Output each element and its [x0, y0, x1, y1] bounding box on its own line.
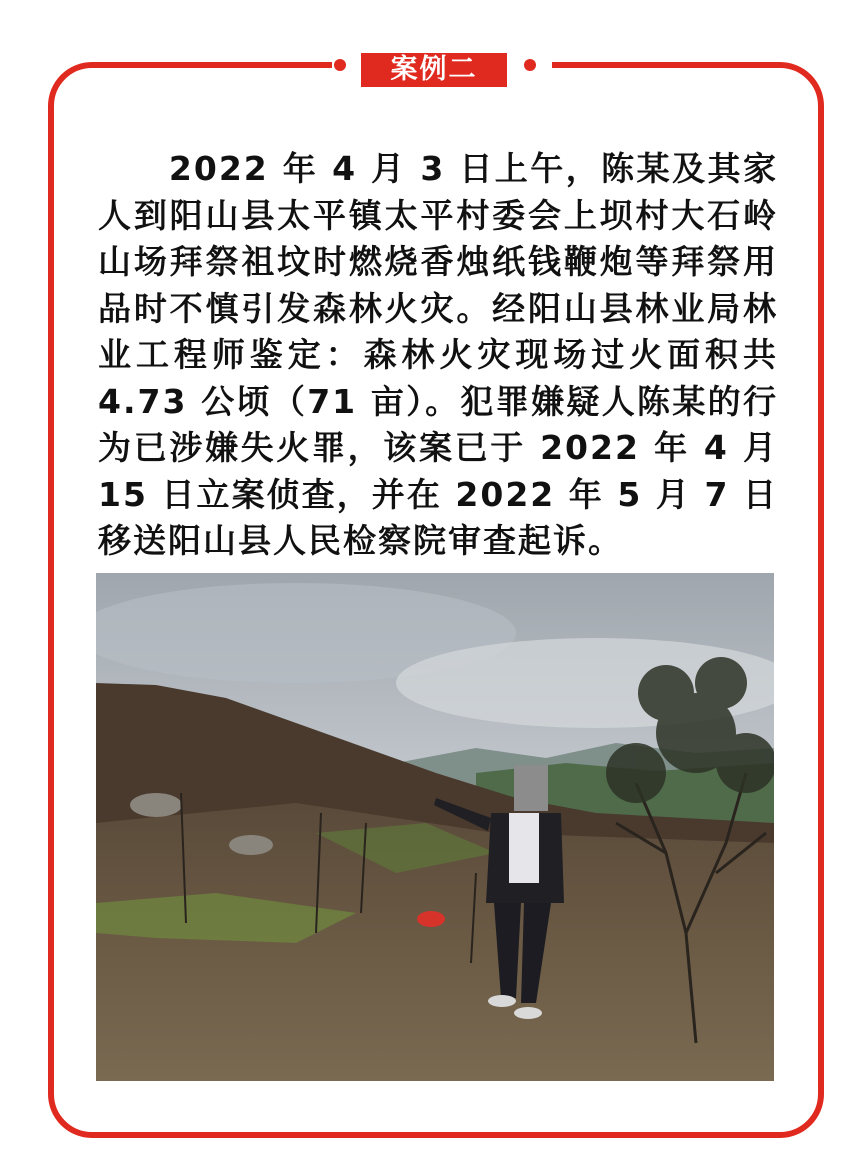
case-description: 2022 年 4 月 3 日上午，陈某及其家人到阳山县太平镇太平村委会上坝村大石岭山场拜祭祖坟时燃烧香烛纸钱鞭炮等拜祭用品时不慎引发森林火灾。经阳山县林业局林业工程师鉴定：森林火灾现场过火面积共 4.73 公顷（71 亩）。犯罪嫌疑人陈某的行为已涉嫌失火罪，该案已于 2022 年 4 月 15 日立案侦查，并在 2022 年 5 月 7 日移送阳山县人民检察院审查起诉。: [98, 149, 778, 560]
left-dot-ornament-icon: [334, 59, 346, 71]
case-title-badge: 案例二: [361, 53, 507, 87]
burned-hillside-photo: [96, 573, 774, 1081]
right-dot-ornament-icon: [524, 59, 536, 71]
